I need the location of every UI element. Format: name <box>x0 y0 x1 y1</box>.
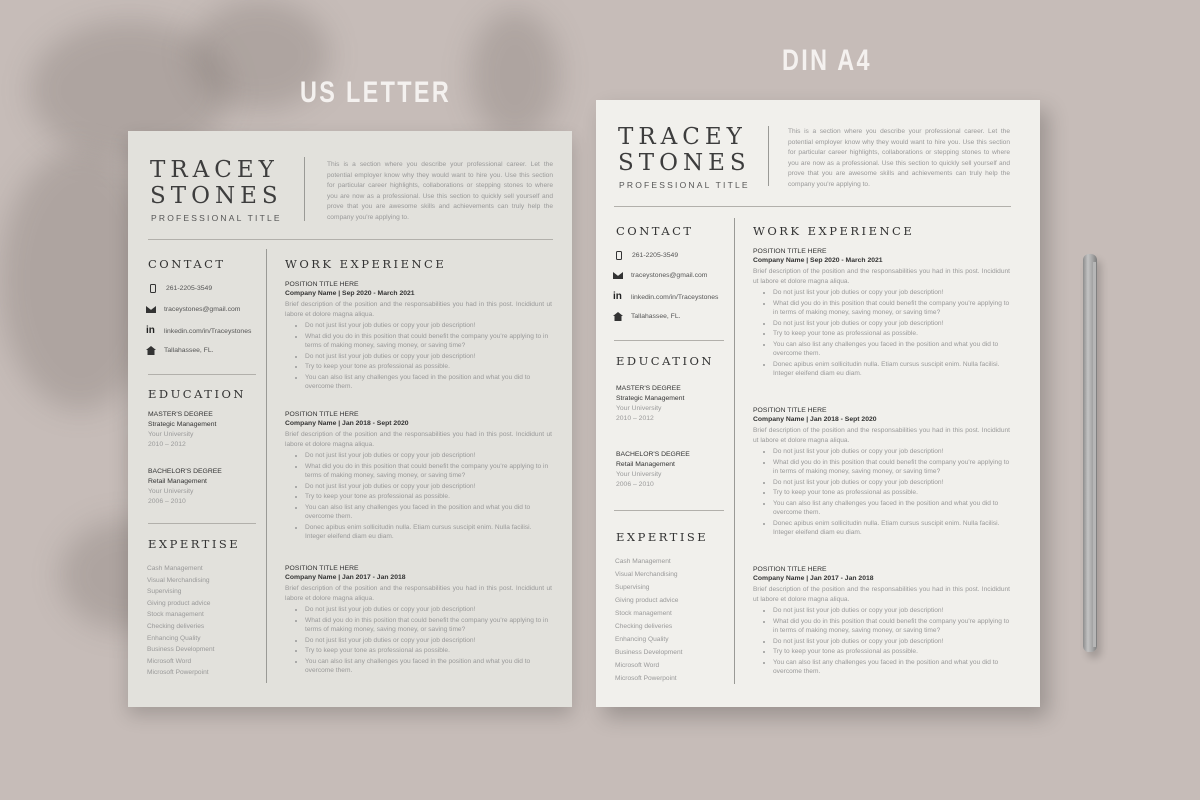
job-description: Brief description of the position and the responsabilities you had in this post. Incididunt ut labore et dolore magna aliqua. <box>753 586 1010 603</box>
bullet: • You can also list any challenges you faced in the position and what you did to overcome them. <box>773 658 1010 677</box>
job-entry <box>285 564 552 677</box>
linkedin-icon: in <box>146 325 155 336</box>
bullet: • What did you do in this position that could benefit the company you're applying to in terms of making money, saving money, or saving time? <box>773 617 1010 636</box>
school: Your University <box>616 471 662 478</box>
job-description: Brief description of the position and the responsabilities you had in this post. Incididunt ut labore et dolore magna aliqua. <box>753 268 1010 285</box>
contact-phone <box>148 284 212 293</box>
contact-linkedin <box>146 326 251 336</box>
contact-location <box>613 312 681 321</box>
column-divider <box>266 249 267 683</box>
education-heading: EDUCATION <box>148 387 246 401</box>
job-description: Brief description of the position and the responsabilities you had in this post. Incididunt ut labore et dolore magna aliqua. <box>285 585 552 602</box>
phone-icon <box>150 284 156 293</box>
bullet: • What did you do in this position that could benefit the company you're applying to in terms of making money, saving money, or saving time? <box>305 332 552 351</box>
phone-icon <box>616 251 622 260</box>
expertise-heading: EXPERTISE <box>616 530 709 544</box>
expertise-item: Visual Merchandising <box>615 571 678 578</box>
divider <box>148 523 256 524</box>
bullet: • You can also list any challenges you faced in the position and what you did to overcome them. <box>305 503 552 522</box>
phone-text: 261-2205-3549 <box>166 285 213 292</box>
mail-icon <box>146 306 156 313</box>
bullet: • You can also list any challenges you faced in the position and what you did to overcome them. <box>305 657 552 676</box>
din-a4-label: DIN A4 <box>782 44 872 77</box>
expertise-item: Checking deliveries <box>147 622 205 630</box>
bullet: • Do not just list your job duties or copy your job description! <box>305 482 552 492</box>
professional-title: PROFESSIONAL TITLE <box>151 213 282 223</box>
contact-heading: CONTACT <box>616 224 694 238</box>
bullet: • Do not just list your job duties or copy your job description! <box>305 451 552 461</box>
job-bullets <box>753 606 1010 677</box>
bullet: • Do not just list your job duties or copy your job description! <box>773 606 1010 616</box>
divider <box>614 340 724 341</box>
mail-icon <box>613 272 623 279</box>
bullet: • You can also list any challenges you faced in the position and what you did to overcome them. <box>773 340 1010 359</box>
expertise-item: Enhancing Quality <box>615 636 669 643</box>
work-heading: WORK EXPERIENCE <box>285 257 447 271</box>
job-description: Brief description of the position and the responsabilities you had in this post. Incididunt ut labore et dolore magna aliqua. <box>285 431 552 448</box>
expertise-item: Giving product advice <box>147 599 211 607</box>
degree: MASTER'S DEGREE <box>148 411 213 418</box>
contact-location <box>146 346 214 355</box>
contact-phone <box>614 251 678 260</box>
bullet: • Do not just list your job duties or copy your job description! <box>773 478 1010 488</box>
column-divider <box>734 218 735 684</box>
us-letter-label: US LETTER <box>300 76 452 109</box>
education-entry <box>148 467 222 507</box>
bullet: • What did you do in this position that could benefit the company you're applying to in terms of making money, saving money, or saving time? <box>773 458 1010 477</box>
job-bullets <box>285 321 552 392</box>
bullet: • Do not just list your job duties or copy your job description! <box>773 319 1010 329</box>
linkedin-icon: in <box>613 291 622 302</box>
bullet: • Donec apibus enim sollicitudin nulla. Etiam cursus suscipit enim. Nulla facilisi. Integer eleifend diam eu diam. <box>773 360 1010 379</box>
summary: This is a section where you describe your professional career. Let the potential employer know why they would want to hire you. Use this section for particular career highlights, collaborations or stepping stones to where you are now as a professional. Use this section to quickly sell yourself and prove that you are awesome skills and achievements can truly help the company you're applying to. <box>788 128 1010 188</box>
bullet: • Try to keep your tone as professional as possible. <box>305 646 552 656</box>
home-icon <box>613 312 623 321</box>
bullet: • Donec apibus enim sollicitudin nulla. Etiam cursus suscipit enim. Nulla facilisi. Integer eleifend diam eu diam. <box>773 519 1010 538</box>
email-text: traceystones@gmail.com <box>164 306 241 313</box>
last-name: STONES <box>150 183 283 209</box>
expertise-item: Enhancing Quality <box>147 634 201 642</box>
bullet: • Do not just list your job duties or copy your job description! <box>305 605 552 615</box>
degree: BACHELOR'S DEGREE <box>616 451 690 458</box>
job-title: POSITION TITLE HERE <box>285 411 359 418</box>
expertise-item: Giving product advice <box>615 597 679 604</box>
bullet: • Try to keep your tone as professional as possible. <box>305 492 552 502</box>
job-company: Company Name | Sep 2020 - March 2021 <box>285 290 415 297</box>
bullet: • Do not just list your job duties or copy your job description! <box>305 636 552 646</box>
education-entry <box>148 410 216 450</box>
years: 2010 – 2012 <box>616 415 654 422</box>
expertise-item: Business Development <box>615 649 683 656</box>
job-bullets <box>285 605 552 676</box>
job-entry <box>753 406 1010 539</box>
professional-title: PROFESSIONAL TITLE <box>619 180 750 190</box>
job-bullets <box>753 447 1010 538</box>
field: Strategic Management <box>616 395 685 402</box>
field: Strategic Management <box>148 421 217 428</box>
job-entry <box>285 280 552 393</box>
job-company: Company Name | Jan 2018 - Sept 2020 <box>753 416 877 423</box>
first-name: TRACEY <box>150 157 279 183</box>
contact-email <box>613 272 707 279</box>
expertise-item: Supervising <box>147 588 182 596</box>
expertise-list <box>615 555 682 685</box>
phone-text: 261-2205-3549 <box>632 252 679 259</box>
job-title: POSITION TITLE HERE <box>285 281 359 288</box>
expertise-item: Stock management <box>147 611 204 619</box>
bullet: • You can also list any challenges you faced in the position and what you did to overcome them. <box>773 499 1010 518</box>
bullet: • Do not just list your job duties or copy your job description! <box>773 637 1010 647</box>
divider <box>148 374 256 375</box>
job-title: POSITION TITLE HERE <box>753 248 827 255</box>
expertise-heading: EXPERTISE <box>148 537 241 551</box>
divider <box>614 510 724 511</box>
bullet: • Do not just list your job duties or copy your job description! <box>773 447 1010 457</box>
bullet: • Do not just list your job duties or copy your job description! <box>305 352 552 362</box>
bullet: • You can also list any challenges you faced in the position and what you did to overcome them. <box>305 373 552 392</box>
expertise-item: Checking deliveries <box>615 623 673 630</box>
expertise-list <box>147 563 214 679</box>
contact-heading: CONTACT <box>148 257 226 271</box>
header-divider <box>304 157 305 221</box>
job-company: Company Name | Jan 2017 - Jan 2018 <box>285 574 406 581</box>
location-text: Tallahassee, FL. <box>631 313 681 320</box>
header-rule <box>614 206 1011 207</box>
field: Retail Management <box>148 478 207 485</box>
job-title: POSITION TITLE HERE <box>753 407 827 414</box>
bullet: • Try to keep your tone as professional as possible. <box>773 488 1010 498</box>
bullet: • Try to keep your tone as professional as possible. <box>773 329 1010 339</box>
field: Retail Management <box>616 461 675 468</box>
expertise-item: Cash Management <box>147 565 203 572</box>
school: Your University <box>616 405 662 412</box>
job-title: POSITION TITLE HERE <box>753 566 827 573</box>
bullet: • Do not just list your job duties or copy your job description! <box>773 288 1010 298</box>
education-entry <box>616 384 684 424</box>
degree: MASTER'S DEGREE <box>616 385 681 392</box>
expertise-item: Stock management <box>615 610 672 617</box>
degree: BACHELOR'S DEGREE <box>148 468 222 475</box>
expertise-item: Microsoft Powerpoint <box>147 669 209 677</box>
expertise-item: Visual Merchandising <box>147 576 210 584</box>
work-heading: WORK EXPERIENCE <box>753 224 915 238</box>
years: 2010 – 2012 <box>148 441 186 448</box>
job-entry <box>753 565 1010 678</box>
bullet: • Try to keep your tone as professional as possible. <box>305 362 552 372</box>
bullet: • Do not just list your job duties or copy your job description! <box>305 321 552 331</box>
job-company: Company Name | Jan 2018 - Sept 2020 <box>285 420 409 427</box>
years: 2006 – 2010 <box>148 498 186 505</box>
job-entry <box>285 410 552 543</box>
expertise-item: Microsoft Word <box>615 662 660 669</box>
resume-us-letter <box>128 131 572 707</box>
summary: This is a section where you describe your professional career. Let the potential employer know why they would want to hire you. Use this section for particular career highlights, collaborations or stepping stones to where you are now as a professional. Use this section to quickly sell yourself and prove that you are awesome skills and achievements can truly help the company you're applying to. <box>327 161 553 221</box>
job-company: Company Name | Jan 2017 - Jan 2018 <box>753 575 874 582</box>
job-description: Brief description of the position and the responsabilities you had in this post. Incididunt ut labore et dolore magna aliqua. <box>753 427 1010 444</box>
expertise-item: Business Development <box>147 646 215 654</box>
linkedin-text: linkedin.com/in/Traceystones <box>631 293 719 301</box>
bullet: • Donec apibus enim sollicitudin nulla. Etiam cursus suscipit enim. Nulla facilisi. Integer eleifend diam eu diam. <box>305 523 552 542</box>
expertise-item: Cash Management <box>615 558 671 565</box>
contact-email <box>146 306 240 313</box>
first-name: TRACEY <box>618 124 747 150</box>
header-rule <box>148 239 553 240</box>
location-text: Tallahassee, FL. <box>164 347 214 354</box>
job-bullets <box>753 288 1010 379</box>
education-heading: EDUCATION <box>616 354 714 368</box>
job-title: POSITION TITLE HERE <box>285 565 359 572</box>
job-description: Brief description of the position and the responsabilities you had in this post. Incididunt ut labore et dolore magna aliqua. <box>285 301 552 318</box>
last-name: STONES <box>618 150 751 176</box>
leaf-shadow <box>470 10 560 140</box>
bullet: • What did you do in this position that could benefit the company you're applying to in terms of making money, saving money, or saving time? <box>305 462 552 481</box>
job-entry <box>753 247 1010 380</box>
years: 2006 – 2010 <box>616 481 654 488</box>
home-icon <box>146 346 156 355</box>
expertise-item: Supervising <box>615 584 650 591</box>
linkedin-text: linkedin.com/in/Traceystones <box>164 327 252 335</box>
pen-clip <box>1093 262 1096 647</box>
email-text: traceystones@gmail.com <box>631 272 708 279</box>
school: Your University <box>148 431 194 438</box>
contact-linkedin <box>613 292 718 302</box>
expertise-item: Microsoft Powerpoint <box>615 675 677 682</box>
job-company: Company Name | Sep 2020 - March 2021 <box>753 257 883 264</box>
bullet: • Try to keep your tone as professional as possible. <box>773 647 1010 657</box>
bullet: • What did you do in this position that could benefit the company you're applying to in terms of making money, saving money, or saving time? <box>773 299 1010 318</box>
header-divider <box>768 126 769 186</box>
bullet: • What did you do in this position that could benefit the company you're applying to in terms of making money, saving money, or saving time? <box>305 616 552 635</box>
education-entry <box>616 450 690 490</box>
resume-din-a4 <box>596 100 1040 707</box>
job-bullets <box>285 451 552 542</box>
school: Your University <box>148 488 194 495</box>
expertise-item: Microsoft Word <box>147 657 192 665</box>
